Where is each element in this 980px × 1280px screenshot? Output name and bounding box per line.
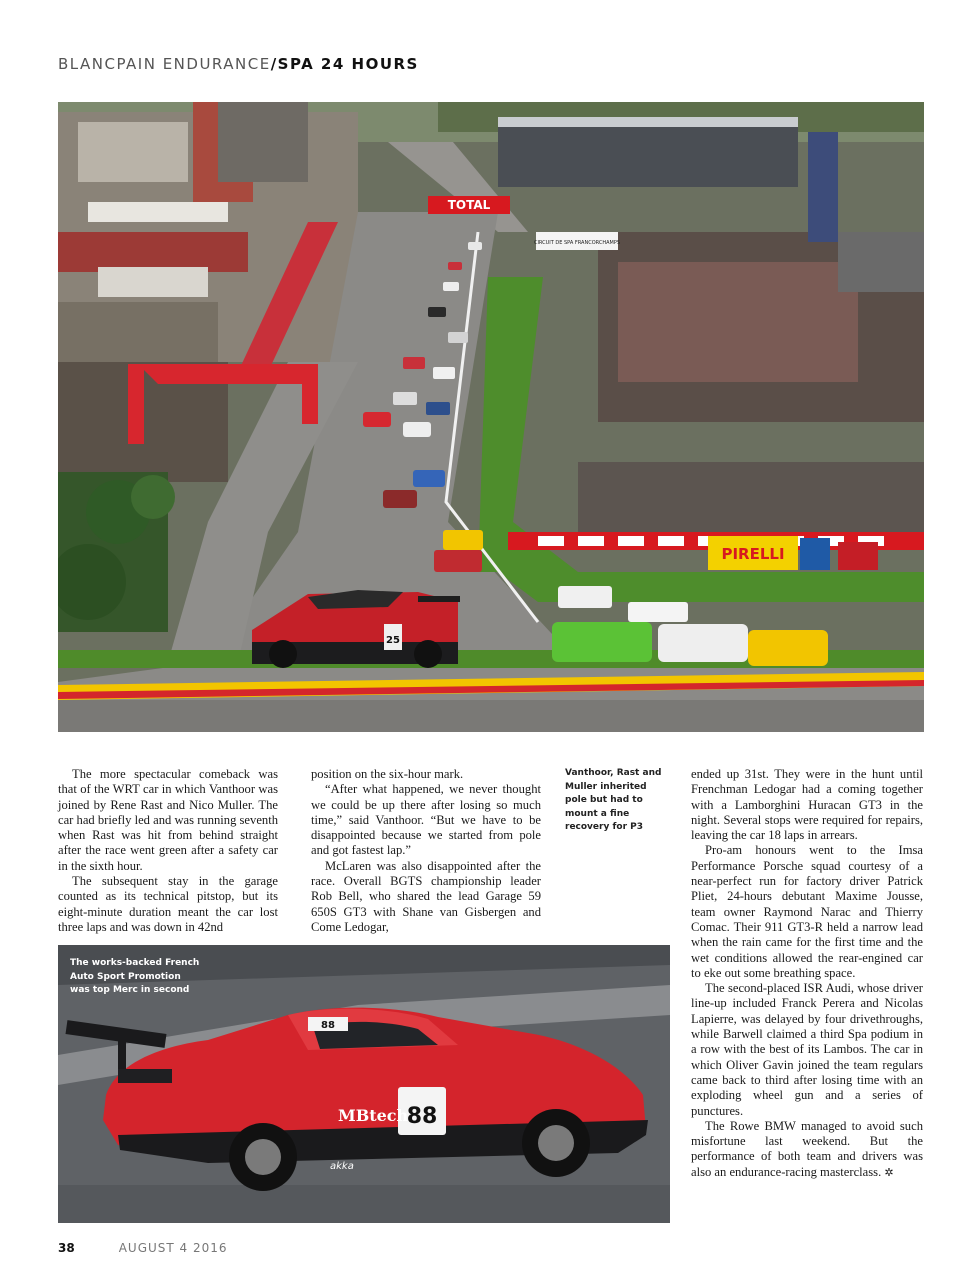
- col4-paragraph-4-text: The Rowe BMW managed to avoid such misfortune last weekend. But the performance of both team and drivers was also an endurance-racing masterclass.: [691, 1118, 923, 1179]
- col4-paragraph-1: ended up 31st. They were in the hunt until Frenchman Ledogar had a coming together with a Lamborghini Huracan GT3 in the night. Several stops were required for repairs, leaving the car 18 laps in arrears.: [691, 767, 923, 843]
- col2-paragraph-1: position on the six-hour mark.: [311, 767, 464, 781]
- header-series: BLANCPAIN ENDURANCE: [58, 55, 271, 73]
- main-race-photo: [58, 102, 924, 732]
- end-mark-icon: ✲: [884, 1166, 894, 1179]
- issue-date: AUGUST 4 2016: [118, 1241, 228, 1255]
- page-number: 38: [58, 1241, 75, 1255]
- col1-paragraph-1: The more spectacular comeback was that of the WRT car in which Vanthoor was joined by Rene Rast and Nico Muller. The car had briefly led and was running seventh when Rast was hit from behind straight after the race went green after a safety car in the sixth hour.: [58, 767, 278, 873]
- page-footer: [58, 1241, 228, 1255]
- caption-top: Vanthoor, Rast and Muller inherited pole but had to mount a fine recovery for P3: [565, 768, 662, 832]
- section-header: [58, 55, 419, 73]
- caption-car-photo: The works-backed French Auto Sport Promotion was top Merc in second: [70, 958, 200, 995]
- circuit-sign-text: CIRCUIT DE SPA FRANCORCHAMPS: [533, 240, 621, 246]
- total-banner-text: TOTAL: [447, 198, 491, 212]
- car-roof-number: 88: [321, 1020, 335, 1031]
- col4-paragraph-4: [691, 1119, 923, 1181]
- col4-paragraph-3: The second-placed ISR Audi, whose driver line-up included Franck Perera and Nicolas Lapierre, was delayed by four drivethroughs, while Barwell claimed a third Spa podium in a row with the best of its Lambos. The car in which Oliver Gavin joined the team regulars came back to third after losing time with an exploding wheel gun and a series of punctures.: [691, 981, 923, 1118]
- header-event: SPA 24 HOURS: [277, 55, 419, 73]
- col4-paragraph-2: Pro-am honours went to the Imsa Performance Porsche squad courtesy of a near-perfect run for factory driver Patrick Pliet, 24-hours debutant Maxime Jousse, team owner Raymond Narac and Thierry Comac. Their 911 GT3-R held a narrow lead when the rain came for the first time and the wet conditions allowed the rear-engined car to eke out some breathing space.: [691, 843, 923, 980]
- article-column-1: [58, 767, 278, 935]
- car-photo: [58, 945, 670, 1223]
- car-livery-text: akka: [330, 1161, 354, 1172]
- article-column-4: [691, 767, 923, 1181]
- car-number: 88: [406, 1104, 438, 1129]
- col2-paragraph-3: McLaren was also disappointed after the race. Overall BGTS championship leader Rob Bell, who shared the lead Garage 59 650S GT3 with Shane van Gisbergen and Come Ledogar,: [311, 858, 541, 934]
- header-separator: /: [270, 55, 278, 73]
- pirelli-board-text: PIRELLI: [721, 545, 785, 563]
- article-column-2: [311, 767, 541, 935]
- col2-paragraph-2: “After what happened, we never thought we could be up there after losing so much time,” said Vanthoor. “But we have to be disappointed because we started from pole and got fastest lap.”: [311, 782, 541, 858]
- col1-paragraph-2: The subsequent stay in the garage counted as its technical pitstop, but its eight-minute duration meant the car lost three laps and was down in 42nd: [58, 874, 278, 934]
- lead-car-number: 25: [386, 635, 400, 646]
- car-sponsor: MBtech: [338, 1106, 409, 1125]
